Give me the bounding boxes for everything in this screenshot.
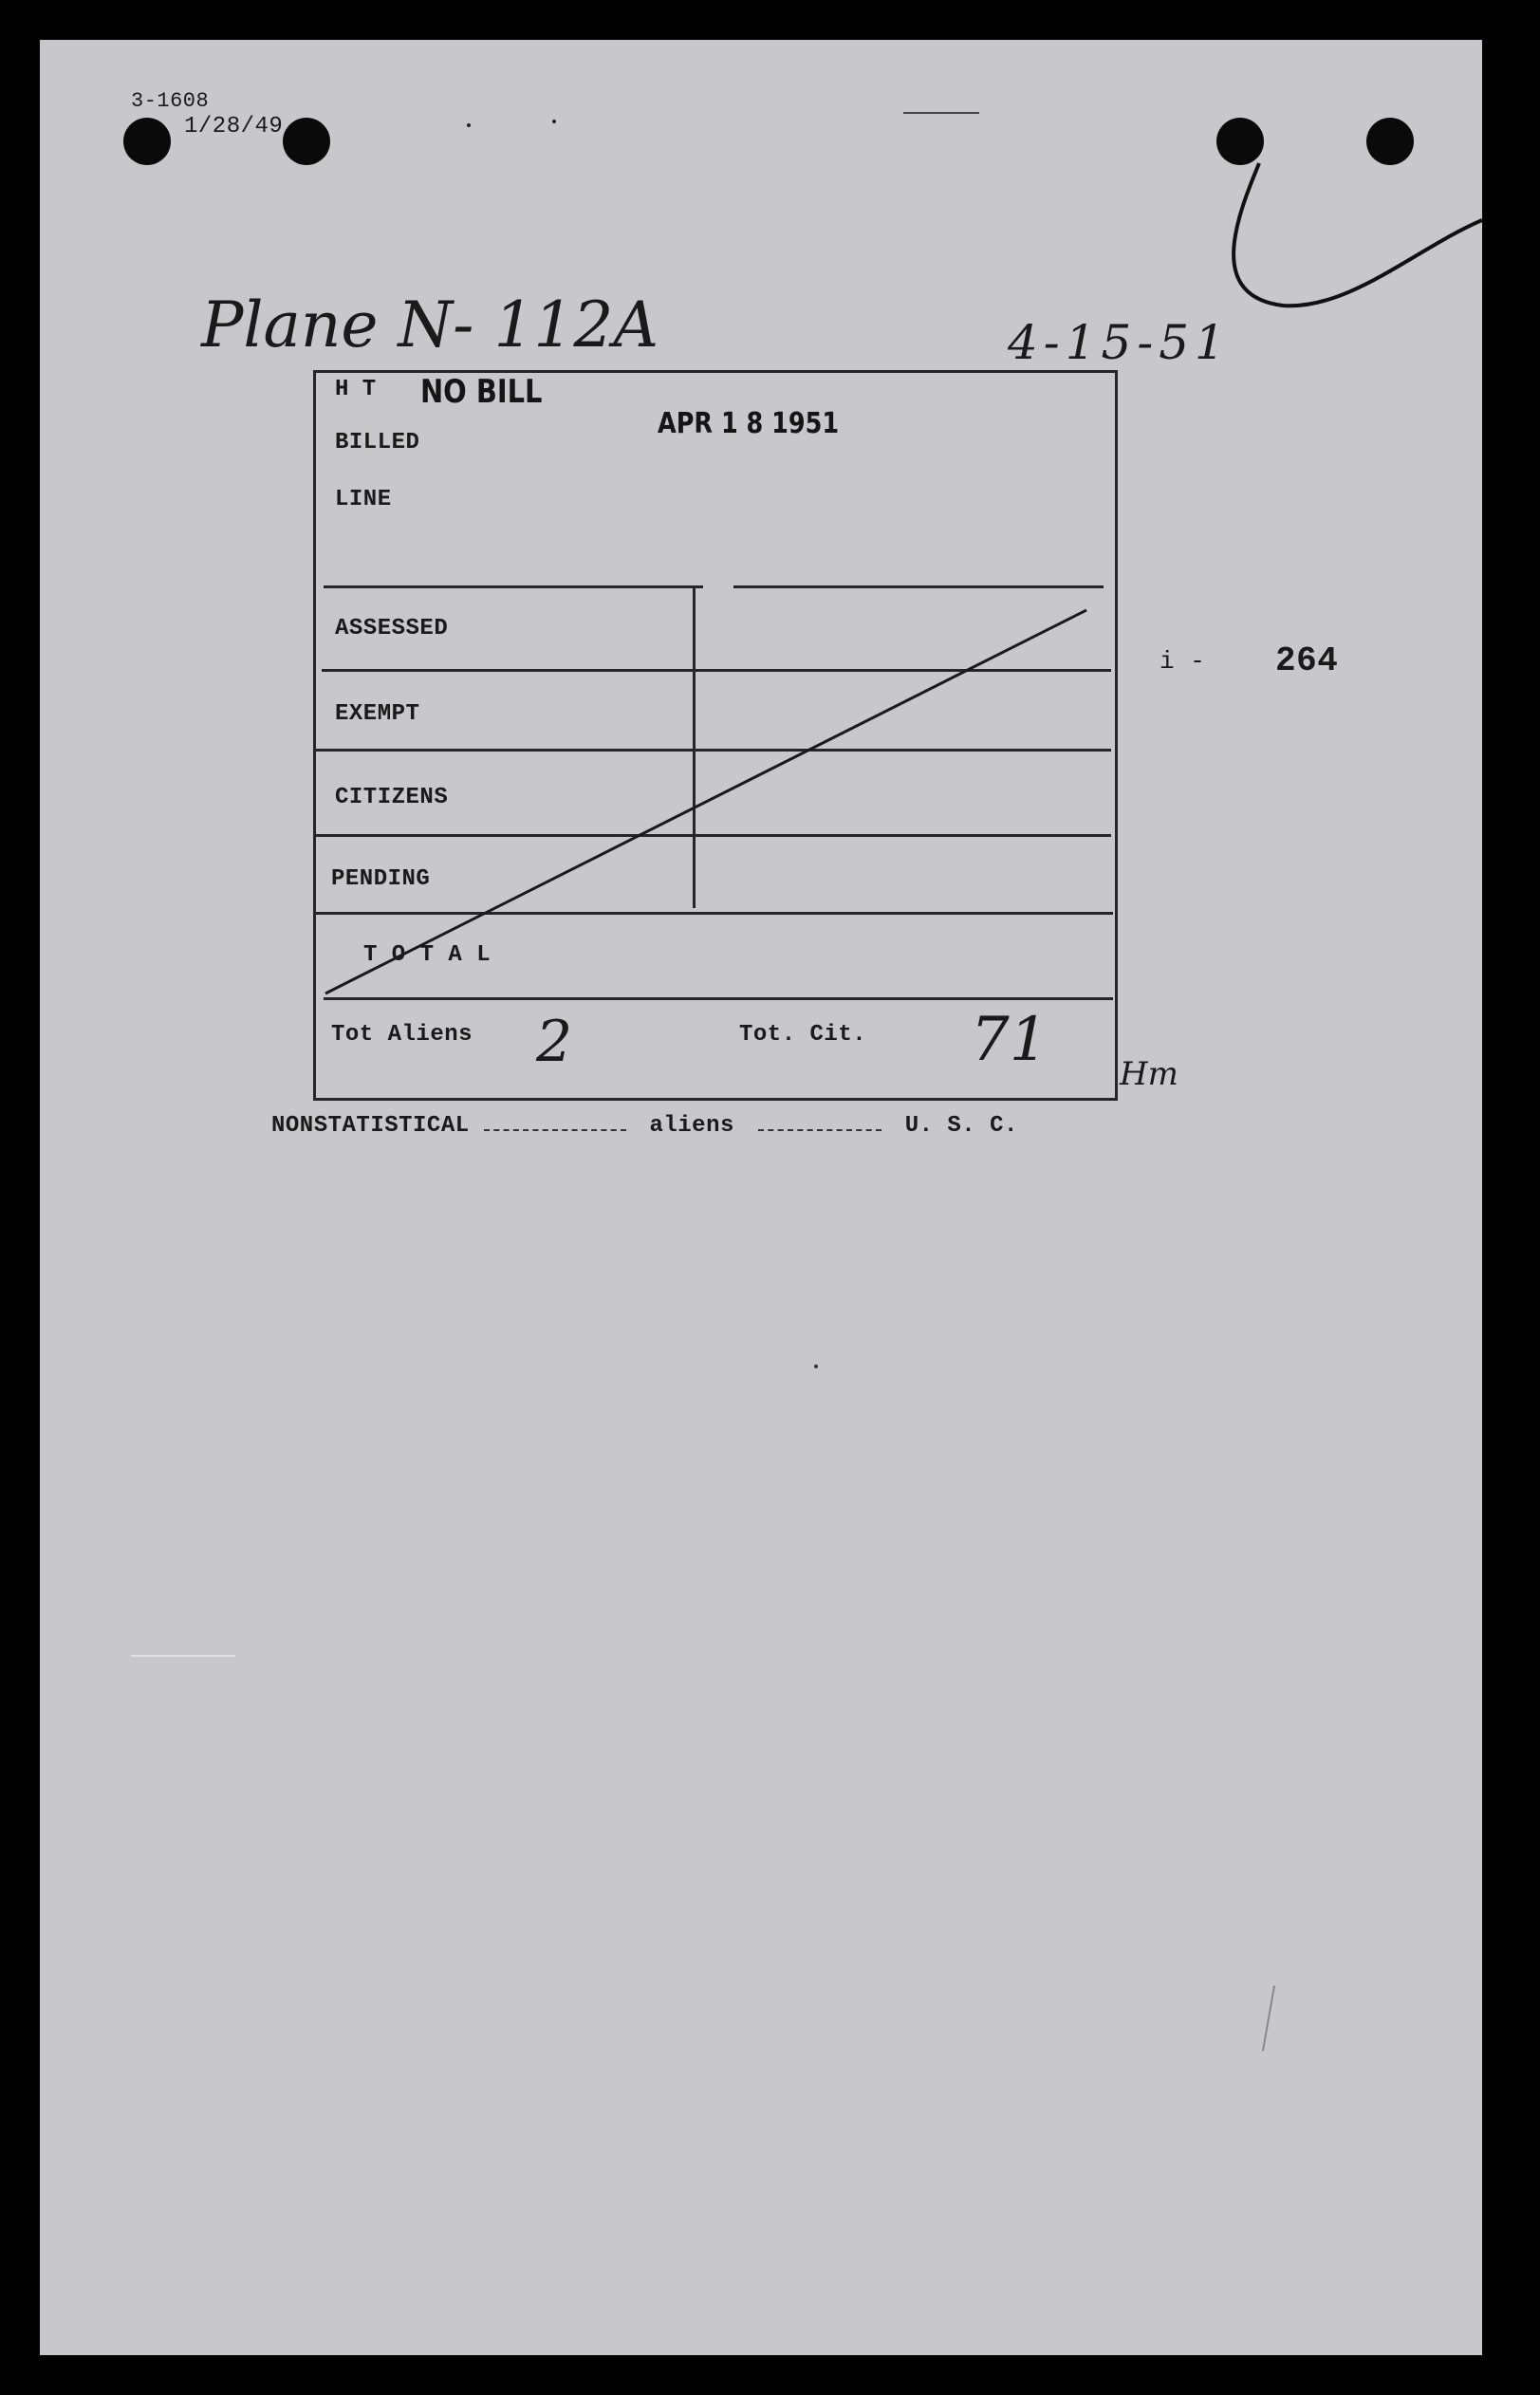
aliens-label: aliens <box>649 1113 734 1139</box>
stamp-date: APR 1 8 1951 <box>658 407 840 440</box>
row-label-pending: PENDING <box>331 866 431 892</box>
plane-label: Plane N- 112A <box>201 288 659 362</box>
speck <box>814 1365 818 1368</box>
diagonal-cancel-line <box>316 373 1115 1098</box>
form-number: 3-1608 <box>131 89 210 113</box>
nonstatistical-blank <box>484 1112 626 1131</box>
document-page <box>40 40 1482 2355</box>
total-label: T O T A L <box>363 942 492 968</box>
usc-blank <box>758 1112 881 1131</box>
row-label-citizens: CITIZENS <box>335 785 449 810</box>
row-label-assessed: ASSESSED <box>335 616 449 641</box>
speck <box>552 120 556 123</box>
side-mark: i - <box>1160 647 1206 676</box>
row-label-exempt: EXEMPT <box>335 701 420 727</box>
tot-cit-label: Tot. Cit. <box>739 1022 867 1048</box>
faint-mark <box>1262 1985 1275 2051</box>
line-label: LINE <box>335 487 392 512</box>
form-date: 1/28/49 <box>184 114 284 139</box>
faint-mark <box>131 1655 235 1657</box>
punch-hole-left-1 <box>123 118 171 165</box>
manifest-form <box>313 370 1118 1101</box>
tot-aliens-value: 2 <box>536 1009 573 1075</box>
punch-hole-left-2 <box>283 118 330 165</box>
nonstatistical-label: NONSTATISTICAL <box>271 1113 470 1139</box>
handwritten-date: 4-15-51 <box>1008 315 1231 370</box>
billed-label: BILLED <box>335 430 420 455</box>
usc-label: U. S. C. <box>904 1113 1018 1139</box>
handwritten-initials: Hm <box>1120 1055 1178 1093</box>
side-number: 264 <box>1275 641 1339 680</box>
tot-aliens-label: Tot Aliens <box>331 1022 473 1048</box>
speck-line <box>903 112 979 114</box>
stamp-no-bill: NO BILL <box>420 373 543 411</box>
stamp-ht: H T <box>335 377 377 402</box>
speck <box>467 123 471 127</box>
nonstatistical-line <box>271 1112 1018 1139</box>
tot-cit-value: 71 <box>971 1005 1048 1075</box>
